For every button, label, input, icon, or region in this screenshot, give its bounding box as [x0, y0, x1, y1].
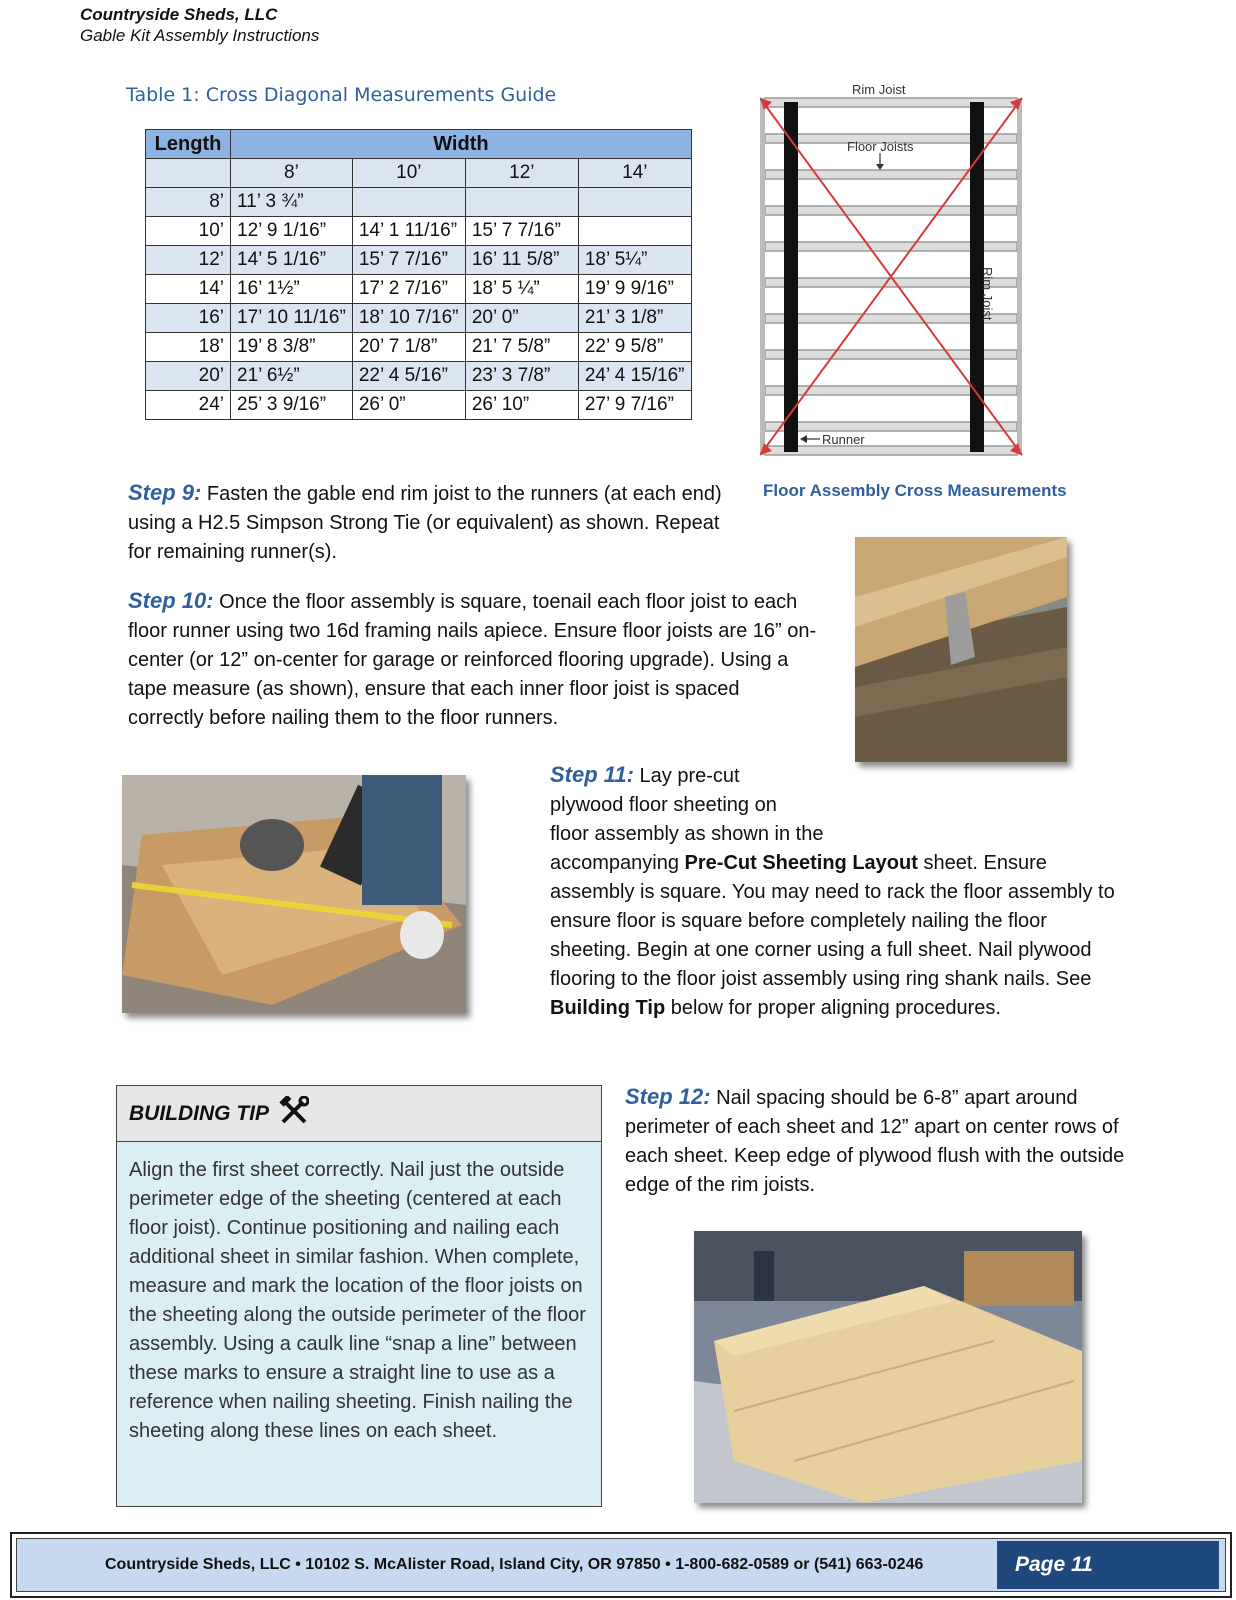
blank-cell [146, 159, 231, 188]
step-11-line-b: plywood floor sheeting on [550, 794, 777, 816]
table-row [146, 362, 692, 391]
length-cell: 8’ [146, 188, 231, 217]
company-name: Countryside Sheds, LLC [80, 5, 278, 24]
step-9-text: Fasten the gable end rim joist to the runners (at each end) using a H2.5 Simpson Strong Tie (or equivalent) as shown. Repeat for remaining runner(s). [128, 483, 722, 563]
step-12 [625, 1082, 1125, 1200]
measurement-cell: 18’ 10 7/16” [352, 304, 465, 333]
simpson-tie-photo [855, 537, 1067, 762]
table-title: Table 1: Cross Diagonal Measurements Guide [126, 84, 557, 106]
building-tip-body: Align the first sheet correctly. Nail just the outside perimeter edge of the sheeting (centered at each floor joist). Continue positioning and nailing each additional sheet in similar fashion. When complete, measure and mark the location of the floor joists on the sheeting along the outside perimeter of the floor assembly. Using a caulk line “snap a line” between these marks to ensure a straight line to use as a reference when nailing sheeting. Finish nailing the sheeting along these lines on each sheet. [129, 1159, 586, 1442]
tape-measure-photo [122, 775, 466, 1013]
table-row [146, 217, 692, 246]
measurement-cell: 24’ 4 15/16” [578, 362, 691, 391]
footer-contact: Countryside Sheds, LLC • 10102 S. McAlister Road, Island City, OR 97850 • 1-800-682-0589 or (541) 663-0246 [105, 1556, 924, 1573]
table-row [146, 246, 692, 275]
length-header: Length [146, 130, 231, 159]
length-cell: 24’ [146, 391, 231, 420]
building-tip-header [117, 1086, 601, 1142]
measurement-cell [578, 188, 691, 217]
length-cell: 14’ [146, 275, 231, 304]
measurement-cell: 18’ 5 ¼” [465, 275, 578, 304]
width-10: 10’ [352, 159, 465, 188]
measurement-cell: 16’ 1½” [231, 275, 353, 304]
measurement-cell: 21’ 7 5/8” [465, 333, 578, 362]
measurement-cell: 14’ 1 11/16” [352, 217, 465, 246]
length-cell: 18’ [146, 333, 231, 362]
table-row [146, 304, 692, 333]
measurement-cell: 17’ 2 7/16” [352, 275, 465, 304]
diagram-caption: Floor Assembly Cross Measurements [763, 481, 1067, 500]
measurement-cell [465, 188, 578, 217]
measurement-cell: 17’ 10 11/16” [231, 304, 353, 333]
measurement-cell: 21’ 6½” [231, 362, 353, 391]
measurement-cell [352, 188, 465, 217]
page-number: Page 11 [997, 1541, 1219, 1589]
measurement-cell: 18’ 5¼” [578, 246, 691, 275]
measurement-cell: 19’ 8 3/8” [231, 333, 353, 362]
measurement-cell: 15’ 7 7/16” [465, 217, 578, 246]
length-cell: 16’ [146, 304, 231, 333]
length-cell: 10’ [146, 217, 231, 246]
document-subtitle: Gable Kit Assembly Instructions [80, 26, 320, 45]
width-8: 8’ [231, 159, 353, 188]
floor-joists-label: Floor Joists [847, 139, 914, 154]
building-tip-box [116, 1085, 602, 1507]
step-11-bold-2: Building Tip [550, 997, 666, 1019]
tools-icon [279, 1096, 309, 1132]
length-cell: 12’ [146, 246, 231, 275]
step-11-line-c: floor assembly as shown in the [550, 823, 824, 845]
floor-assembly-diagram [760, 82, 1040, 462]
step-10 [128, 586, 818, 733]
measurement-cell: 27’ 9 7/16” [578, 391, 691, 420]
table-row [146, 275, 692, 304]
step-12-text: Nail spacing should be 6-8” apart around perimeter of each sheet and 12” apart on center rows of each sheet. Keep edge of plywood flush with the outside edge of the rim joists. [625, 1087, 1125, 1196]
measurement-cell: 15’ 7 7/16” [352, 246, 465, 275]
table-row [146, 391, 692, 420]
step-10-label: Step 10: [128, 588, 214, 613]
step-11-bold-1: Pre-Cut Sheeting Layout [684, 852, 918, 874]
measurement-cell: 14’ 5 1/16” [231, 246, 353, 275]
step-9-label: Step 9: [128, 480, 202, 505]
step-10-text: Once the floor assembly is square, toenail each floor joist to each floor runner using two 16d framing nails apiece. Ensure floor joists are 16” on-center (or 12” on-center for garage or reinforced flooring upgrade). Using a tape measure (as shown), ensure that each inner floor joist is spaced correctly before nailing them to the floor runners. [128, 591, 817, 729]
step-11-text-2: sheet. Ensure assembly is square. You may need to rack the floor assembly to ensure floor is square before completely nailing the floor sheeting. Begin at one corner using a full sheet. Nail plywood flooring to the floor joist assembly using ring shank nails. See [550, 852, 1115, 990]
table-row [146, 333, 692, 362]
length-cell: 20’ [146, 362, 231, 391]
measurement-cell [578, 217, 691, 246]
measurement-cell: 22’ 9 5/8” [578, 333, 691, 362]
measurement-cell: 22’ 4 5/16” [352, 362, 465, 391]
measurement-cell: 11’ 3 ¾” [231, 188, 353, 217]
building-tip-title: BUILDING TIP [129, 1101, 269, 1125]
step-11-label: Step 11: [550, 762, 634, 787]
width-12: 12’ [465, 159, 578, 188]
rim-joist-top-label: Rim Joist [852, 82, 906, 97]
width-header: Width [231, 130, 692, 159]
runner-label: Runner [822, 432, 865, 447]
measurement-cell: 23’ 3 7/8” [465, 362, 578, 391]
page-footer [10, 1532, 1232, 1598]
cross-diagonal-table [145, 129, 692, 420]
rim-joist-side-label: Rim Joist [980, 267, 995, 321]
measurement-cell: 12’ 9 1/16” [231, 217, 353, 246]
step-12-label: Step 12: [625, 1084, 711, 1109]
measurement-cell: 26’ 10” [465, 391, 578, 420]
measurement-cell: 16’ 11 5/8” [465, 246, 578, 275]
step-11 [550, 760, 1120, 1023]
step-11-text-3: below for proper aligning procedures. [665, 997, 1001, 1019]
measurement-cell: 25’ 3 9/16” [231, 391, 353, 420]
step-9 [128, 478, 728, 567]
plywood-sheeting-photo [694, 1231, 1082, 1503]
measurement-cell: 20’ 7 1/8” [352, 333, 465, 362]
step-11-line-a: Lay pre-cut [639, 765, 740, 787]
table-row [146, 188, 692, 217]
measurement-cell: 26’ 0” [352, 391, 465, 420]
width-14: 14’ [578, 159, 691, 188]
footer-band [16, 1538, 1226, 1592]
step-11-text-1: accompanying [550, 852, 685, 874]
measurement-cell: 20’ 0” [465, 304, 578, 333]
measurement-cell: 19’ 9 9/16” [578, 275, 691, 304]
measurement-cell: 21’ 3 1/8” [578, 304, 691, 333]
